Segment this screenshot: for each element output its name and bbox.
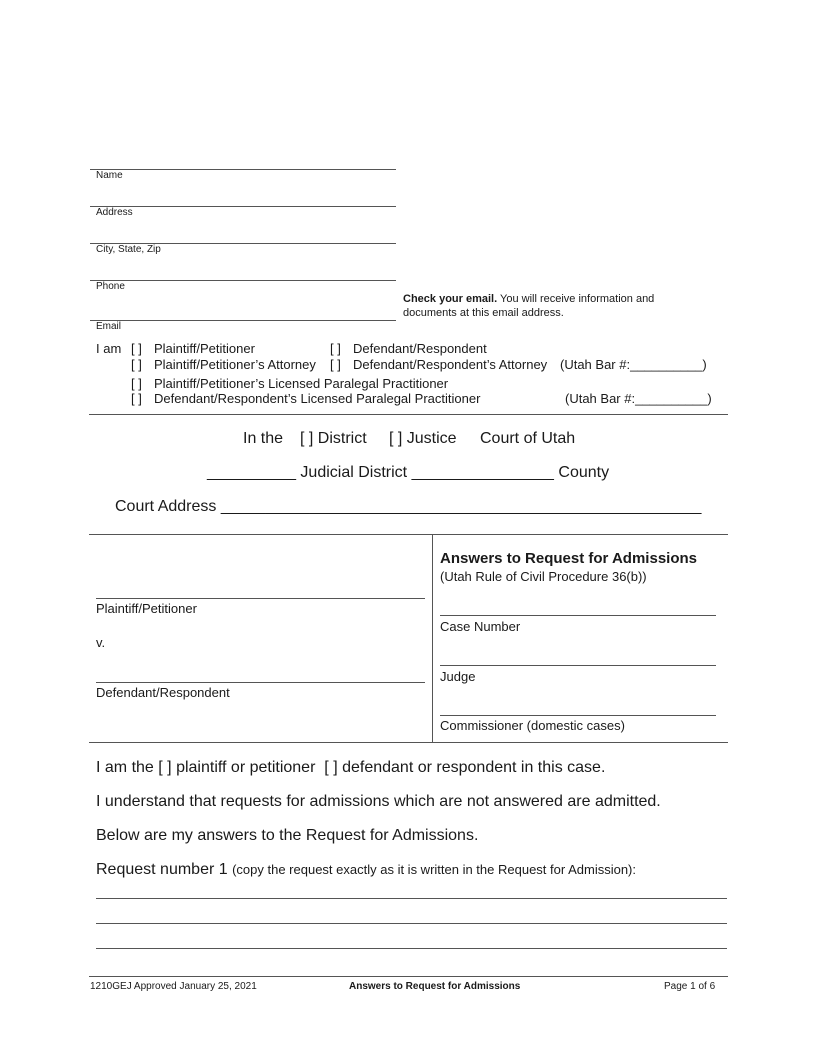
judge-line[interactable] (440, 665, 716, 666)
versus-label: v. (96, 635, 106, 650)
footer-page-number: Page 1 of 6 (664, 981, 716, 992)
checkbox-plaintiff[interactable]: [ ] (131, 341, 142, 356)
utah-bar-number-2[interactable]: (Utah Bar #:__________) (565, 391, 712, 406)
checkbox-party-plaintiff[interactable]: [ ] (158, 759, 172, 776)
footer-form-id: 1210GEJ Approved January 25, 2021 (90, 981, 257, 992)
defendant-lpp-option: Defendant/Respondent’s Licensed Paralegal Practitioner (154, 391, 481, 406)
footer-divider (89, 976, 728, 977)
request-heading (96, 861, 636, 879)
name-label: Name (96, 170, 123, 181)
email-notice-bold: Check your email. (403, 293, 498, 305)
checkbox-defendant-attorney[interactable]: [ ] (330, 357, 341, 372)
defendant-attorney-option: Defendant/Respondent’s Attorney (353, 357, 548, 372)
section-divider (89, 414, 728, 415)
defendant-name-line[interactable] (96, 682, 425, 683)
answer-line-3[interactable] (96, 948, 727, 949)
defendant-option: Defendant/Respondent (353, 341, 487, 356)
court-of-utah-label: Court of Utah (480, 430, 576, 447)
email-notice-rest: You will receive information and (497, 293, 655, 305)
party-plaintiff-text: plaintiff or petitioner (176, 759, 316, 776)
in-the-label: In the (243, 430, 284, 447)
defendant-respondent-label: Defendant/Respondent (96, 685, 230, 700)
justice-option[interactable]: [ ] Justice (389, 430, 457, 447)
checkbox-defendant[interactable]: [ ] (330, 341, 341, 356)
commissioner-label: Commissioner (domestic cases) (440, 718, 625, 733)
answer-line-2[interactable] (96, 923, 727, 924)
document-title: Answers to Request for Admissions (440, 550, 697, 567)
footer-title: Answers to Request for Admissions (349, 981, 521, 992)
court-address-line[interactable]: Court Address ______________________________________________________ (115, 498, 702, 515)
checkbox-plaintiff-attorney[interactable]: [ ] (131, 357, 142, 372)
email-line[interactable] (90, 320, 396, 321)
request-number-label: Request number 1 (96, 861, 228, 878)
checkbox-party-defendant[interactable]: [ ] (324, 759, 338, 776)
case-number-line[interactable] (440, 615, 716, 616)
party-statement-prefix: I am the (96, 759, 154, 776)
address-label: Address (96, 207, 133, 218)
judicial-district-line[interactable]: __________ Judicial District ________________ County (207, 464, 610, 481)
plaintiff-attorney-option: Plaintiff/Petitioner’s Attorney (154, 357, 316, 372)
plaintiff-name-line[interactable] (96, 598, 425, 599)
case-number-label: Case Number (440, 619, 521, 634)
email-notice (403, 292, 654, 320)
city-state-zip-label: City, State, Zip (96, 244, 161, 255)
caption-bottom-border (89, 742, 728, 743)
checkbox-defendant-lpp[interactable]: [ ] (131, 391, 142, 406)
party-defendant-text: defendant or respondent in this case. (342, 759, 606, 776)
caption-top-border (89, 534, 728, 535)
checkbox-plaintiff-lpp[interactable]: [ ] (131, 376, 142, 391)
unanswered-notice: I understand that requests for admissions which are not answered are admitted. (96, 793, 661, 810)
email-label: Email (96, 321, 122, 332)
request-instruction: (copy the request exactly as it is written in the Request for Admission): (232, 862, 636, 877)
judge-label: Judge (440, 669, 476, 684)
answer-line-1[interactable] (96, 898, 727, 899)
email-notice-line2: documents at this email address. (403, 307, 564, 319)
address-line[interactable] (90, 206, 396, 207)
plaintiff-option: Plaintiff/Petitioner (154, 341, 255, 356)
phone-label: Phone (96, 281, 125, 292)
i-am-label: I am (96, 341, 122, 356)
plaintiff-petitioner-label: Plaintiff/Petitioner (96, 601, 197, 616)
commissioner-line[interactable] (440, 715, 716, 716)
answers-intro: Below are my answers to the Request for Admissions. (96, 827, 479, 844)
name-line[interactable] (90, 169, 396, 170)
party-statement (96, 759, 605, 777)
rule-reference: (Utah Rule of Civil Procedure 36(b)) (440, 569, 647, 584)
caption-divider (432, 534, 433, 742)
plaintiff-lpp-option: Plaintiff/Petitioner’s Licensed Paralegal Practitioner (154, 376, 449, 391)
district-option[interactable]: [ ] District (300, 430, 367, 447)
phone-line[interactable] (90, 280, 396, 281)
utah-bar-number-1[interactable]: (Utah Bar #:__________) (560, 357, 707, 372)
